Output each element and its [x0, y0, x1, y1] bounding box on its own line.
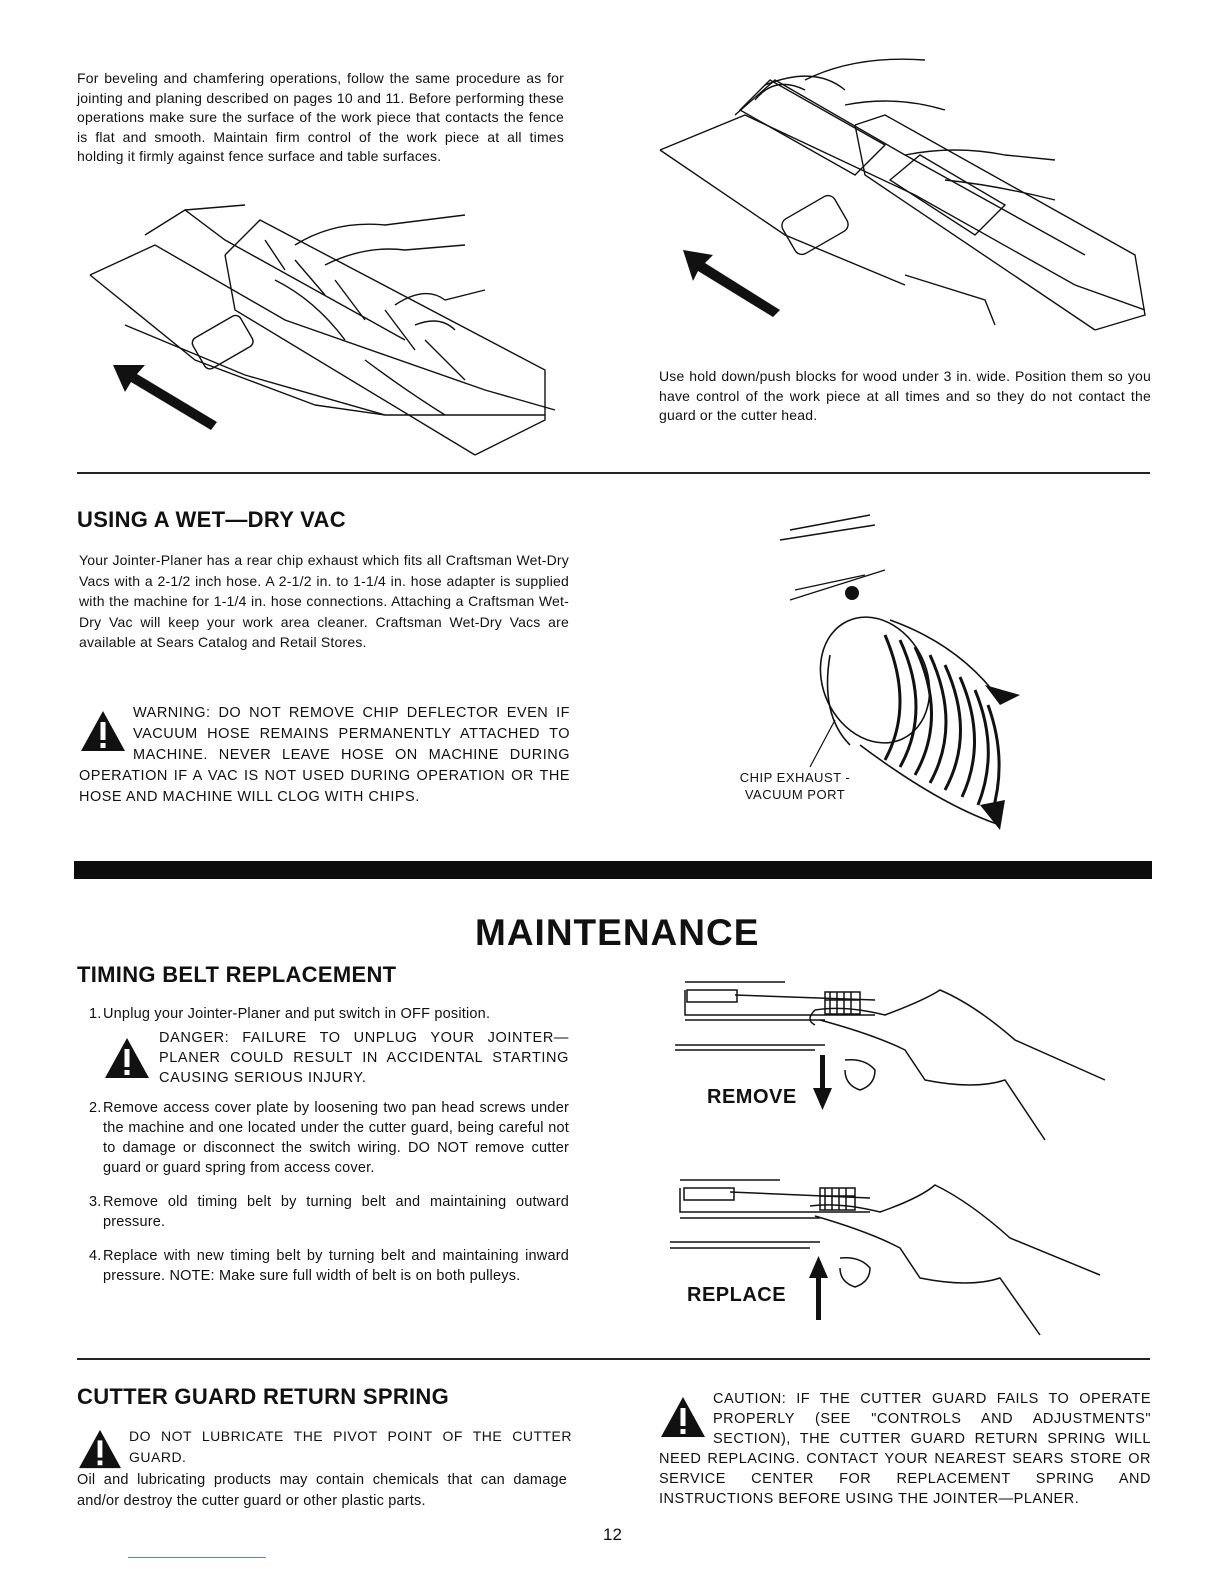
step-4-text: Replace with new timing belt by turning belt and maintaining inward pressure. NOTE: Make sure full width of belt is on both pulleys.: [103, 1248, 569, 1284]
push-block-caption: Use hold down/push blocks for wood under 3 in. wide. Position them so you have control of the work piece at all times and so they do not contact the guard or the cutter head.: [659, 368, 1151, 423]
wet-dry-vac-heading: USING A WET—DRY VAC: [77, 507, 346, 532]
replace-label: REPLACE: [687, 1284, 787, 1306]
remove-belt-illustration: [675, 970, 1115, 1145]
vacuum-port-label-line1: CHIP EXHAUST -: [739, 770, 851, 785]
cutter-guard-caution-text: CAUTION: IF THE CUTTER GUARD FAILS TO OPERATE PROPERLY (SEE "CONTROLS AND ADJUSTMENTS" SECTION), THE CUTTER GUARD RETURN SPRING WILL NEED REPLACING. CONTACT YOUR NEAREST SEARS STORE OR SERVICE CENTER FOR REPLACEMENT SPRING AND INSTRUCTIONS BEFORE USING THE JOINTER—PLANER.: [659, 1391, 1151, 1507]
step-2: [77, 1098, 569, 1178]
step-4-number: 4.: [89, 1248, 102, 1264]
step-3-text: Remove old timing belt by turning belt and maintaining outward pressure.: [103, 1194, 569, 1230]
beveling-illustration: [85, 200, 565, 470]
scan-mark: [128, 1557, 266, 1558]
step-2-text: Remove access cover plate by loosening two pan head screws under the machine and one located under the cutter guard, being careful not to damage or disconnect the switch wiring. DO NOT remove cutter guard or guard spring from access cover.: [103, 1100, 569, 1176]
timing-belt-steps: [77, 1004, 569, 1300]
cutter-guard-warning-text: DO NOT LUBRICATE THE PIVOT POINT OF THE CUTTER GUARD.: [129, 1428, 572, 1465]
timing-belt-heading: TIMING BELT REPLACEMENT: [77, 962, 397, 987]
cutter-guard-warning: [77, 1426, 572, 1470]
section-bar: [74, 861, 1152, 879]
step-1-number: 1.: [89, 1006, 102, 1022]
step-3-number: 3.: [89, 1194, 102, 1210]
warning-triangle-icon: [79, 709, 127, 753]
step-1: [77, 1004, 569, 1024]
wet-dry-vac-paragraph: Your Jointer-Planer has a rear chip exhaust which fits all Craftsman Wet-Dry Vacs with a 2-1/2 inch hose. A 2-1/2 in. to 1-1/4 in. hose adapter is supplied with the machine for 1-1/4 in. hose connections. Attaching a Craftsman Wet-Dry Vac will keep your work area cleaner. Craftsman Wet-Dry Vacs are available at Sears Catalog and Retail Stores.: [79, 552, 569, 650]
push-block-illustration: [655, 55, 1155, 355]
remove-label: REMOVE: [707, 1086, 797, 1108]
wet-dry-vac-warning-text: WARNING: DO NOT REMOVE CHIP DEFLECTOR EVEN IF VACUUM HOSE REMAINS PERMANENTLY ATTACHED TO MACHINE. NEVER LEAVE HOSE ON MACHINE DURING OPERATION IF A VAC IS NOT USED DURING OPERATION OR THE HOSE AND MACHINE WILL CLOG WITH CHIPS.: [79, 705, 570, 805]
divider-1: [77, 472, 1150, 474]
vacuum-port-label-line2: VACUUM PORT: [744, 787, 846, 802]
cutter-guard-paragraph: Oil and lubricating products may contain chemicals that can damage and/or destroy the cutter guard or other plastic parts.: [77, 1472, 567, 1509]
step-4: [77, 1246, 569, 1286]
wet-dry-vac-warning: [79, 703, 570, 808]
replace-belt-illustration: [670, 1170, 1110, 1345]
vacuum-port-label: [730, 769, 860, 803]
cutter-guard-heading: CUTTER GUARD RETURN SPRING: [77, 1384, 450, 1409]
danger-note: [77, 1028, 569, 1088]
danger-text: DANGER: FAILURE TO UNPLUG YOUR JOINTER—PLANER COULD RESULT IN ACCIDENTAL STARTING CAUSING SERIOUS INJURY.: [159, 1030, 569, 1086]
intro-paragraph: For beveling and chamfering operations, follow the same procedure as for jointing and planing described on pages 10 and 11. Before performing these operations make sure the surface of the work piece that contacts the fence is flat and smooth. Maintain firm control of the work piece at all times holding it firmly against fence surface and table surfaces.: [77, 70, 564, 164]
step-2-number: 2.: [89, 1100, 102, 1116]
maintenance-title: MAINTENANCE: [475, 912, 760, 953]
divider-2: [77, 1358, 1150, 1360]
page-number: 12: [603, 1525, 622, 1544]
warning-triangle-icon: [77, 1428, 123, 1470]
warning-triangle-icon: [103, 1036, 151, 1080]
warning-triangle-icon: [659, 1395, 707, 1439]
step-1-text: Unplug your Jointer-Planer and put switch in OFF position.: [103, 1006, 491, 1022]
cutter-guard-caution: [659, 1389, 1151, 1509]
step-3: [77, 1192, 569, 1232]
